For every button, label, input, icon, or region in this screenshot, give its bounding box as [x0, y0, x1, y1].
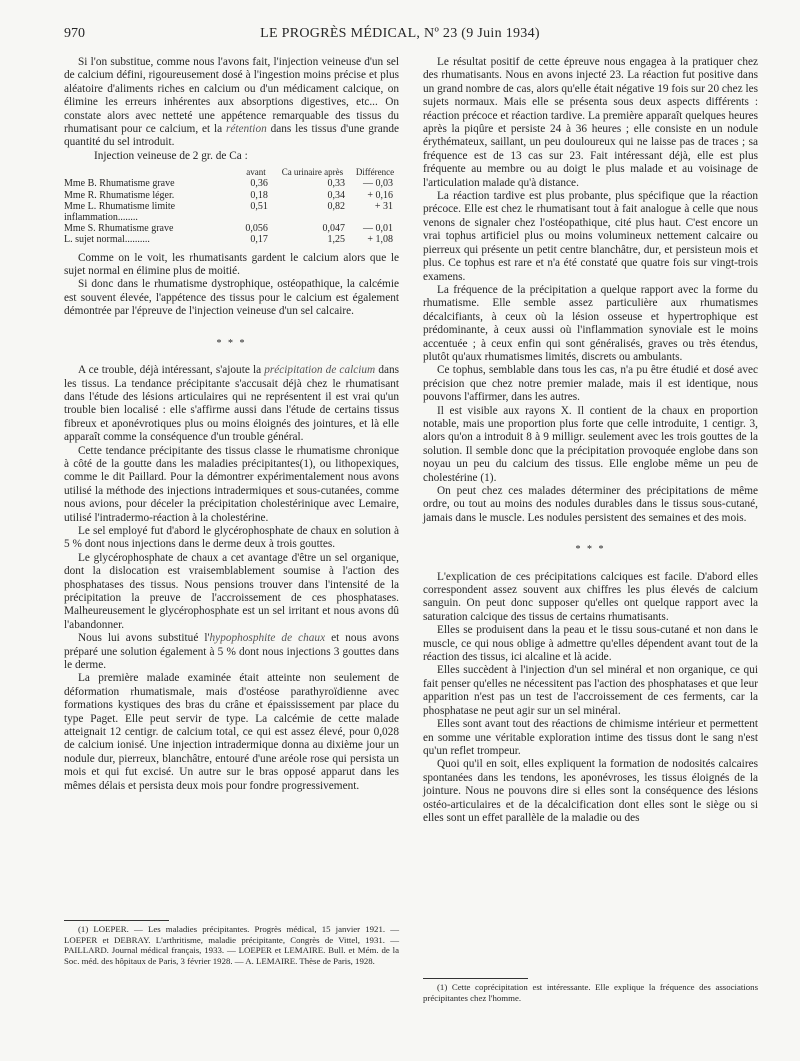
- section-separator: * * *: [216, 337, 247, 349]
- paragraph: L'explication de ces précipitations calciques est facile. D'abord elles correspondent assez souvent aux chiffres les plus élevés de calcium sanguin. On peut donc supposer qu'elles ont quelque rapport avec la saturation calcique des tissus de certains rhumatisants.: [423, 570, 758, 623]
- right-column: [423, 56, 758, 825]
- paragraph: Le sel employé fut d'abord le glycérophosphate de chaux en solution à 5 % dont nous injections dans le derme deux à trois gouttes.: [64, 524, 399, 551]
- page-header: [64, 26, 736, 46]
- paragraph: Cette tendance précipitante des tissus classe le rhumatisme chronique à côté de la goutte dans les maladies précipitantes(1), ou lithopexiques, comme le dit Paillard. Pour la démontrer expérimentalement nous avons utilisé la méthode des injections intradermiques et sous-cutanées, comme nous avions, pour déceler la précipitation cholestérinique avec Lemaire, utilisé l'intradermo-réaction à la cholestérine.: [64, 444, 399, 524]
- table-row: Mme S. Rhumatisme grave 0,056 0,047 — 0,01: [64, 223, 393, 235]
- footnote-text: (1) LOEPER. — Les maladies précipitantes. Progrès médical, 15 janvier 1921. — LOEPER et DEBRAY. L'arthritisme, maladie précipitante, Congrès de Vittel, 1931. — PAILLARD. Journal médical français, 1933. — LOEPER et LEMAIRE. Bull. et Mém. de la Soc. méd. des hôpitaux de Paris, 3 février 1928. — A. LEMAIRE. Thèse de Paris, 1928.: [64, 924, 399, 966]
- paragraph: Comme on le voit, les rhumatisants gardent le calcium alors que le sujet normal en élimine plus de moitié.: [64, 251, 399, 278]
- paragraph: A ce trouble, déjà intéressant, s'ajoute la précipitation de calcium dans les tissus. La tendance précipitante s'accusait déjà chez le rhumatisant dans l'étude des lésions articulaires qui ne représentent il est vrai qu'un trouble bien localisé : elle s'affirme aussi dans l'étude de certains tissus fibreux et aponévrotiques plus ou moins éloignés des jointures, et là elle apparaît comme la conséquence d'un trouble général.: [64, 364, 400, 444]
- paragraph: Si donc dans le rhumatisme dystrophique, ostéopathique, la calcémie est souvent élevée, l'appétence des tissus pour le calcium est également démontrée par l'épreuve de l'injection veineuse d'un sel calcaire.: [64, 278, 399, 318]
- page-number: 970: [64, 26, 85, 41]
- section-separator: * * *: [575, 544, 606, 556]
- table-header-row: avant Ca urinaire après Différence: [246, 167, 395, 178]
- journal-title: LE PROGRÈS MÉDICAL, Nº 23 (9 Juin 1934): [260, 26, 540, 41]
- table-row: Mme R. Rhumatisme léger. 0,18 0,34 + 0,16: [64, 189, 393, 201]
- footnote-rule: [64, 920, 169, 921]
- paragraph: La première malade examinée était atteinte non seulement de déformation rhumatismale, mais d'ostéose parathyroïdienne avec formations kystiques des bras du crâne et épaississement par place du type Paget. Elle peut servir de type. La calcémie de cette malade atteignait 12 centigr. de calcium total, ce qui est assez élevé, pour 0,028 de calcium ionisé. Une injection intradermique donna au dixième jour un nodule dur, pierreux, blanchâtre, entouré d'une aréole rose qui persista un mois et qui fut excisé. Un autre sur le bras opposé apparut dans les mêmes délais et persista deux mois pour fondre progressivement.: [64, 672, 399, 792]
- paragraph: Le résultat positif de cette épreuve nous engagea à la pratiquer chez des rhumatisants. Nous en avons injecté 23. La réaction fut positive dans un grand nombre de cas, alors qu'elle était négative 19 fois sur 20 chez les sujets normaux. Mais elle se présenta sous deux aspects différents : réaction précoce et réaction tardive. La première apparaît quelques heures après la piqûre et persiste 24 à 36 heures ; elle consiste en un nodule érythémateux, saillant, un peu douloureux qui ne laisse pas de traces ; sa fréquence est de 13 cas sur 23. Fait intéressant déjà, elle est plus fréquente au membre ou au doigt le plus malade et au voisinage de l'articulation malade qu'à distance.: [423, 56, 758, 189]
- footnote-rule: [423, 978, 528, 979]
- paragraph: La fréquence de la précipitation a quelque rapport avec la forme du rhumatisme. Elle semble assez particulière aux rhumatismes décalcifiants, à ceux où la lésion osseuse et hypertrophique est prédominante, à ceux aussi où l'inflammation synoviale est le moins accentuée ; à ceux enfin qui sont généralisés, graves ou très étendus, plutôt qu'aux rhumatismes limités, discrets ou ambulants.: [423, 283, 758, 363]
- table-title: Injection veineuse de 2 gr. de Ca :: [94, 149, 248, 162]
- footnote-text: (1) Cette coprécipitation est intéressante. Elle explique la fréquence des associations précipitantes chez l'homme.: [423, 982, 758, 1003]
- paragraph: On peut chez ces malades déterminer des précipitations de même ordre, ou tout au moins des nodules durables dans le tissus sous-cutané, jamais dans le muscle. Les nodules persistent des semaines et des mois.: [423, 485, 758, 524]
- footnote-right: [423, 978, 758, 1003]
- paragraph: Elles succèdent à l'injection d'un sel minéral et non organique, ce qui fait penser qu'elles ne nécessitent pas l'action des phosphatases et que leur apparition n'est pas un test de l'accroissement de ces ferments, car la phosphatase ne peut agir sur un sel minéral.: [423, 664, 758, 717]
- paragraph: Quoi qu'il en soit, elles expliquent la formation de nodosités calcaires spontanées dans les tendons, les aponévroses, les tissus éloignés de la jointure. Nous ne pouvons dire si elles sont la conséquence des lésions ostéo-articulaires et de la décalcification dont elles sont le siège ou si elles sont un effet parallèle de la maladie ou des: [423, 758, 758, 824]
- paragraph: Le glycérophosphate de chaux a cet avantage d'être un sel organique, dont la dislocation est vraisemblablement soumise à l'action des phosphatases des tissus. Nous pensions trouver dans l'intensité de la précipitation la preuve de l'accroissement de ces phosphatases. Malheureusement le glycérophosphate est un sel irritant et nous avons dû l'abandonner.: [64, 551, 399, 631]
- table-row: Mme B. Rhumatisme grave 0,36 0,33 — 0,03: [64, 178, 393, 190]
- table-row: Mme L. Rhumatisme limite inflammation........ 0,51 0,82 + 31: [64, 200, 393, 224]
- paragraph: Il est visible aux rayons X. Il contient de la chaux en proportion notable, mais une proportion plus forte que celle introduite, 1 centigr. 3, alors qu'on a introduit 8 à 9 milligr. seulement avec les trois gouttes de la solution. Il semble donc que la précipitation provoquée englobe dans son noyau un peu du calcium des tissus. Elle englobe même un peu de cholestérine (1).: [423, 404, 758, 484]
- paragraph: Elles se produisent dans la peau et le tissu sous-cutané et non dans le muscle, ce qui nous oblige à admettre qu'elles dépendent avant tout de la réaction des tissus, ici alcaline et là acide.: [423, 624, 758, 664]
- table-row: L. sujet normal.......... 0,17 1,25 + 1,08: [64, 234, 393, 246]
- paragraph: Si l'on substitue, comme nous l'avons fait, l'injection veineuse d'un sel de calcium défini, rigoureusement dosé à l'ingestion moins précise et plus aléatoire d'aliments riches en calcium ou d'un médicament calcique, on élimine les erreurs inhérentes aux absorptions digestives, etc... On constate alors avec netteté une appétence remarquable des tissus du rhumatisant pour ce calcium, et la rétention dans les tissus d'une grande quantité du sel introduit.: [64, 56, 400, 149]
- paragraph: Elles sont avant tout des réactions de chimisme intérieur et permettent en somme une véritable exploration intime des tissus dont le sang n'est qu'un reflet trompeur.: [423, 718, 758, 757]
- paragraph: La réaction tardive est plus probante, plus spécifique que la réaction précoce. Elle est chez le rhumatisant tout à fait analogue à celle que nous venons de signaler chez l'ostéopathique, cité plus haut. C'est encore un vrai tophus artificiel plus ou moins volumineux nettement calcaire ou pierreux qui présente un petit centre blanchâtre, dur, et persisteun mois et plus. Ce tophus est rare et n'a été constaté que quatre fois sur vingt-trois examens.: [423, 190, 758, 283]
- calcium-table: [64, 167, 399, 245]
- left-column: [64, 56, 399, 793]
- paragraph: Ce tophus, semblable dans tous les cas, n'a pu être étudié et dosé avec précision que chez notre premier malade, mais il est identique, nous pouvons l'affirmer, dans les autres.: [423, 364, 758, 404]
- paragraph: Nous lui avons substitué l'hypophosphite de chaux et nous avons préparé une solution également à 5 % dont nous injections 3 gouttes dans le derme.: [64, 632, 399, 672]
- footnote-left: [64, 920, 399, 966]
